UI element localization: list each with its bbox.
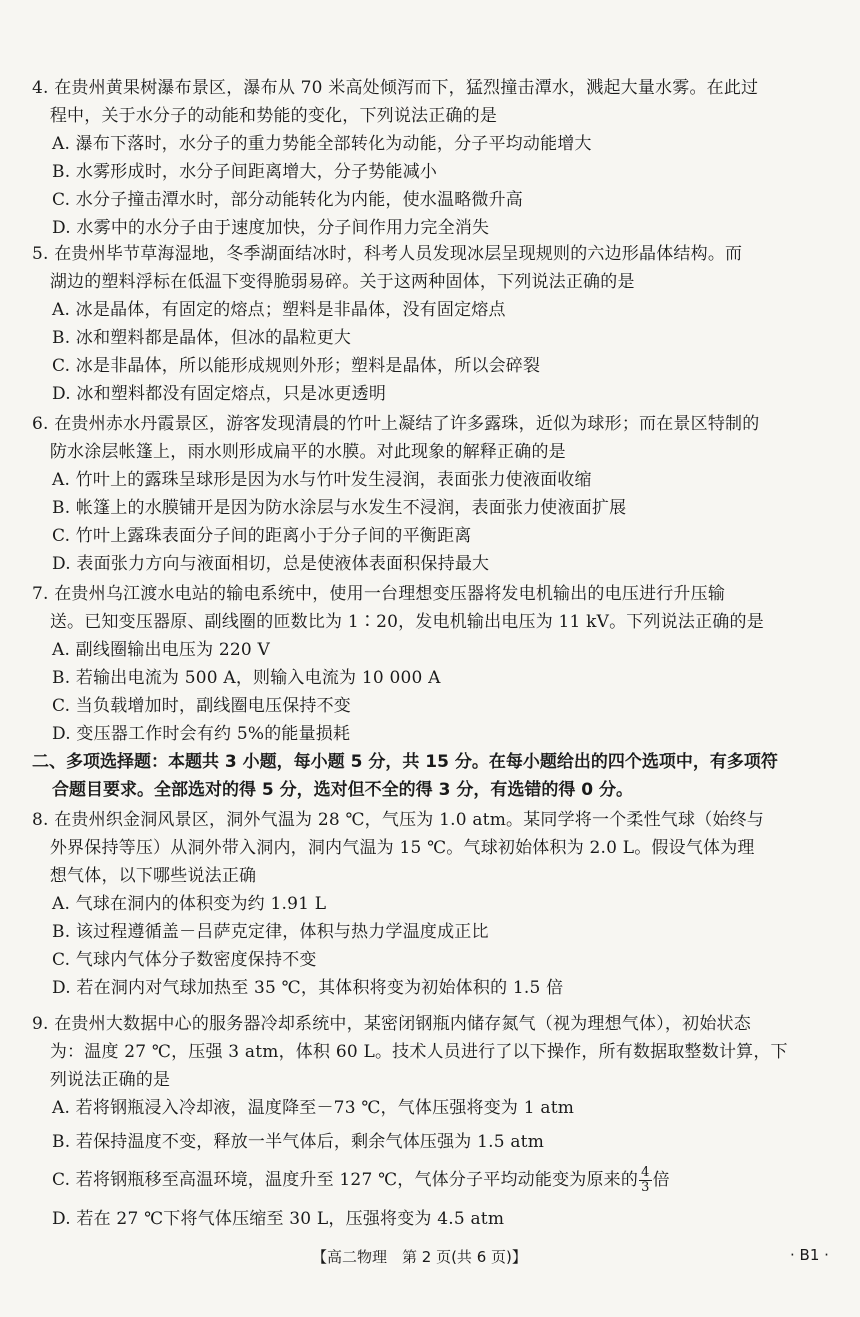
stem-line: 送。已知变压器原、副线圈的匝数比为 1∶20，发电机输出电压为 11 kV。下列说法正确的是 [49, 612, 764, 632]
option-a: A. 冰是晶体，有固定的熔点；塑料是非晶体，没有固定熔点 [52, 300, 506, 320]
question-5 [32, 240, 832, 408]
option-d: D. 若在 27 ℃下将气体压缩至 30 L，压强将变为 4.5 atm [52, 1209, 505, 1229]
stem-line: 程中，关于水分子的动能和势能的变化，下列说法正确的是 [49, 106, 498, 126]
option-d: D. 表面张力方向与液面相切，总是使液体表面积保持最大 [52, 554, 490, 574]
stem-line: 为：温度 27 ℃，压强 3 atm，体积 60 L。技术人员进行了以下操作，所有数据取整数计算，下 [49, 1042, 788, 1062]
option-c: C. 冰是非晶体，所以能形成规则外形；塑料是晶体，所以会碎裂 [52, 356, 541, 376]
question-4 [32, 74, 832, 242]
option-a: A. 竹叶上的露珠呈球形是因为水与竹叶发生浸润，表面张力使液面收缩 [52, 470, 592, 490]
fraction-denominator: 3 [641, 1180, 650, 1195]
option-a: A. 若将钢瓶浸入冷却液，温度降至－73 ℃，气体压强将变为 1 atm [52, 1098, 575, 1118]
option-d: D. 水雾中的水分子由于速度加快，分子间作用力完全消失 [52, 218, 490, 238]
fraction-numerator: 4 [641, 1165, 650, 1180]
option-c: C. 竹叶上露珠表面分子间的距离小于分子间的平衡距离 [52, 526, 472, 546]
option-d: D. 若在洞内对气球加热至 35 ℃，其体积将变为初始体积的 1.5 倍 [52, 978, 564, 998]
question-7 [32, 580, 832, 748]
option-b: B. 冰和塑料都是晶体，但冰的晶粒更大 [52, 328, 352, 348]
option-c-suffix: 倍 [652, 1170, 670, 1190]
option-d: D. 冰和塑料都没有固定熔点，只是冰更透明 [52, 384, 387, 404]
option-a: A. 瀑布下落时，水分子的重力势能全部转化为动能，分子平均动能增大 [52, 134, 592, 154]
stem-line: 5. 在贵州毕节草海湿地，冬季湖面结冰时，科考人员发现冰层呈现规则的六边形晶体结构。而 [32, 244, 743, 264]
stem-line: 外界保持等压）从洞外带入洞内，洞内气温为 15 ℃。气球初始体积为 2.0 L。假设气体为理 [49, 838, 755, 858]
section-heading-multiple-choice [32, 748, 832, 804]
option-d: D. 变压器工作时会有约 5%的能量损耗 [52, 724, 351, 744]
option-c [32, 1166, 832, 1195]
option-a: A. 副线圈输出电压为 220 V [52, 640, 271, 660]
stem-line: 9. 在贵州大数据中心的服务器冷却系统中，某密闭钢瓶内储存氮气（视为理想气体），初始状态 [32, 1014, 751, 1034]
option-b: B. 帐篷上的水膜铺开是因为防水涂层与水发生不浸润，表面张力使液面扩展 [52, 498, 627, 518]
stem-line: 湖边的塑料浮标在低温下变得脆弱易碎。关于这两种固体，下列说法正确的是 [49, 272, 635, 292]
section-heading-line: 合题目要求。全部选对的得 5 分，选对但不全的得 3 分，有选错的得 0 分。 [52, 780, 633, 800]
page-number: 【高二物理 第 2 页(共 6 页)】 [312, 1248, 527, 1266]
stem-line: 列说法正确的是 [49, 1070, 171, 1090]
paper-code: · B1 · [790, 1246, 829, 1264]
option-c-text: C. 若将钢瓶移至高温环境，温度升至 127 ℃，气体分子平均动能变为原来的 [52, 1170, 639, 1190]
question-stem [32, 806, 832, 890]
question-stem [32, 580, 832, 636]
stem-line: 8. 在贵州织金洞风景区，洞外气温为 28 ℃，气压为 1.0 atm。某同学将一个柔性气球（始终与 [32, 810, 765, 830]
question-9 [32, 1010, 832, 1233]
stem-line: 防水涂层帐篷上，雨水则形成扁平的水膜。对此现象的解释正确的是 [49, 442, 566, 462]
question-stem [32, 410, 832, 466]
section-heading-line: 二、多项选择题：本题共 3 小题，每小题 5 分，共 15 分。在每小题给出的四个选项中，有多项符 [32, 752, 778, 772]
option-a: A. 气球在洞内的体积变为约 1.91 L [52, 894, 327, 914]
stem-line: 4. 在贵州黄果树瀑布景区，瀑布从 70 米高处倾泻而下，猛烈撞击潭水，溅起大量水雾。在此过 [32, 78, 759, 98]
option-c: C. 气球内气体分子数密度保持不变 [52, 950, 317, 970]
fraction [639, 1166, 651, 1195]
question-6 [32, 410, 832, 578]
question-stem [32, 240, 832, 296]
option-c: C. 水分子撞击潭水时，部分动能转化为内能，使水温略微升高 [52, 190, 524, 210]
option-b: B. 若保持温度不变，释放一半气体后，剩余气体压强为 1.5 atm [52, 1132, 545, 1152]
stem-line: 6. 在贵州赤水丹霞景区，游客发现清晨的竹叶上凝结了许多露珠，近似为球形；而在景区特制的 [32, 414, 760, 434]
option-b: B. 若输出电流为 500 A，则输入电流为 10 000 A [52, 668, 441, 688]
question-stem [32, 74, 832, 130]
stem-line: 想气体，以下哪些说法正确 [49, 866, 257, 886]
option-c: C. 当负载增加时，副线圈电压保持不变 [52, 696, 352, 716]
stem-line: 7. 在贵州乌江渡水电站的输电系统中，使用一台理想变压器将发电机输出的电压进行升压输 [32, 584, 726, 604]
option-b: B. 该过程遵循盖－吕萨克定律，体积与热力学温度成正比 [52, 922, 489, 942]
option-b: B. 水雾形成时，水分子间距离增大，分子势能减小 [52, 162, 438, 182]
question-8 [32, 806, 832, 1002]
question-stem [32, 1010, 832, 1094]
